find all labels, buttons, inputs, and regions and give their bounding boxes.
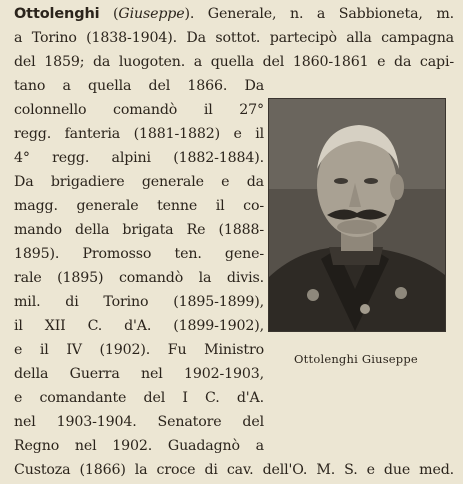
entry-line: e comandante del I C. d'A. [14, 390, 264, 406]
entry-line: e il IV (1902). Fu Ministro [14, 342, 264, 358]
entry-line: Custoza (1866) la croce di cav. dell'O. M. S. e due med. [14, 462, 454, 478]
entry-line: il XII C. d'A. (1899-1902), [14, 318, 264, 334]
entry-line: Da brigadiere generale e da [14, 174, 264, 190]
entry-line: a Torino (1838-1904). Da sottot. partecipò alla campagna [14, 30, 454, 46]
entry-surname: Ottolenghi [14, 6, 100, 22]
entry-line: magg. generale tenne il co- [14, 198, 264, 214]
entry-line: 1895). Promosso ten. gene- [14, 246, 264, 262]
entry-line: colonnello comandò il 27° [14, 102, 264, 118]
entry-line: mil. di Torino (1895-1899), [14, 294, 264, 310]
entry-line: mando della brigata Re (1888- [14, 222, 264, 238]
entry-line: regg. fanteria (1881-1882) e il [14, 126, 264, 142]
entry-line: 4° regg. alpini (1882-1884). [14, 150, 264, 166]
entry-line: tano a quella del 1866. Da [14, 78, 264, 94]
entry-line-1: Ottolenghi (Giuseppe). Generale, n. a Sabbioneta, m. [14, 6, 454, 22]
entry-line: nel 1903-1904. Senatore del [14, 414, 264, 430]
entry-text: Generale, n. a Sabbioneta, m. [207, 6, 454, 22]
entry-line: Regno nel 1902. Guadagnò a [14, 438, 264, 454]
entry-line: del 1859; da luogoten. a quella del 1860-1861 e da capi- [14, 54, 454, 70]
portrait-photo [268, 98, 446, 332]
entry-line: rale (1895) comandò la divis. [14, 270, 264, 286]
entry-given-name: Giuseppe [118, 6, 185, 22]
portrait-caption: Ottolenghi Giuseppe [294, 352, 418, 366]
entry-line: della Guerra nel 1902-1903, [14, 366, 264, 382]
